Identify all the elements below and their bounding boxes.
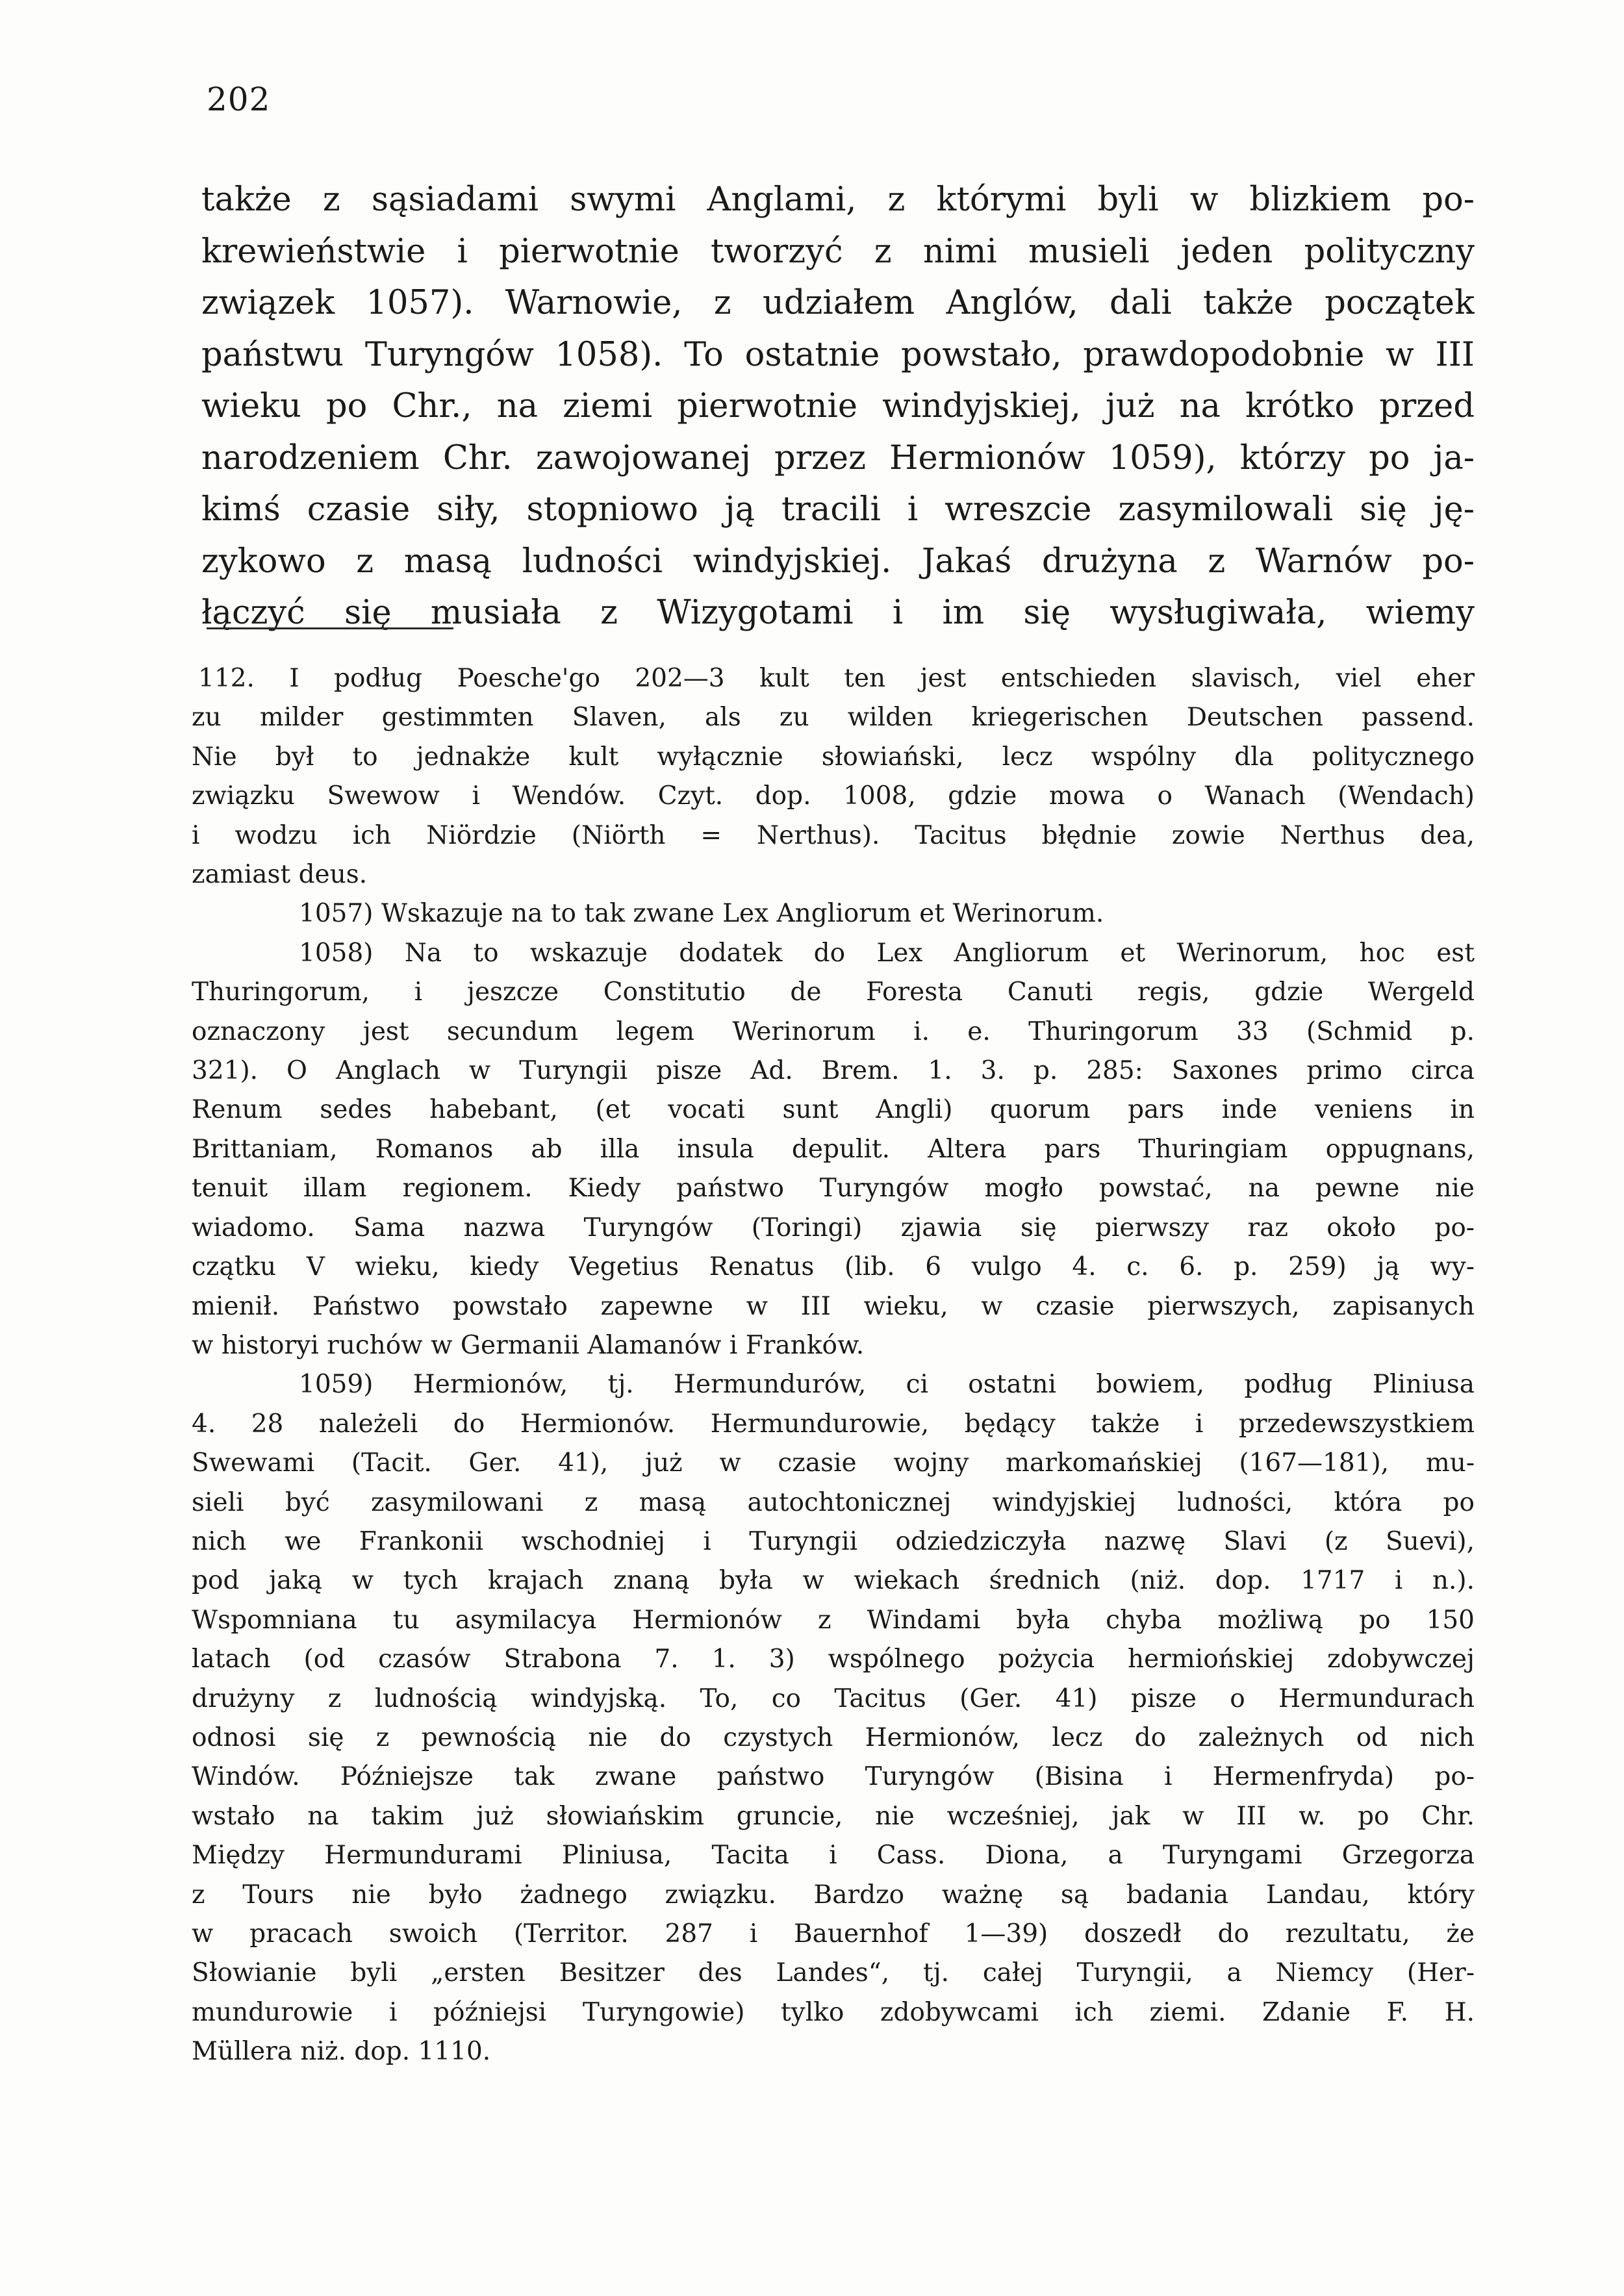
footnote-line: wstało na takim już słowiańskim gruncie, nie wcześniej, jak w III w. po Chr.: [192, 1801, 1475, 1831]
main-line: łączyć się musiała z Wizygotami i im się wysługiwała, wiemy: [201, 594, 1475, 632]
footnote-line: pod jaką w tych krajach znaną była w wiekach średnich (niż. dop. 1717 i n.).: [192, 1566, 1475, 1596]
main-line: narodzeniem Chr. zawojowanej przez Hermionów 1059), którzy po ja-: [201, 438, 1475, 477]
main-line: także z sąsiadami swymi Anglami, z którymi byli w blizkiem po-: [201, 181, 1475, 219]
footnote-line: oznaczony jest secundum legem Werinorum i. e. Thuringorum 33 (Schmid p.: [192, 1016, 1475, 1046]
footnotes: [192, 659, 1475, 2072]
footnote-line: Swewami (Tacit. Ger. 41), już w czasie wojny markomańskiej (167—181), mu-: [192, 1448, 1475, 1478]
footnote-line: Nie był to jednakże kult wyłącznie słowiański, lecz wspólny dla politycznego: [192, 742, 1475, 772]
footnote-line: drużyny z ludnością windyjską. To, co Tacitus (Ger. 41) pisze o Hermundurach: [192, 1684, 1475, 1713]
footnote-line: 1057) Wskazuje na to tak zwane Lex Angliorum et Werinorum.: [299, 899, 1104, 929]
footnote-line: w historyi ruchów w Germanii Alamanów i Franków.: [192, 1330, 865, 1360]
main-line: wieku po Chr., na ziemi pierwotnie windyjskiej, już na krótko przed: [201, 387, 1475, 425]
footnote-line: Müllera niż. dop. 1110.: [192, 2037, 491, 2067]
footnote-line: 4. 28 należeli do Hermionów. Hermundurowie, będący także i przedewszystkiem: [192, 1409, 1475, 1439]
footnote-line: mienił. Państwo powstało zapewne w III wieku, w czasie pierwszych, zapisanych: [192, 1291, 1475, 1321]
footnote-line: sieli być zasymilowani z masą autochtonicznej windyjskiej ludności, która po: [192, 1487, 1475, 1517]
footnote-line: 112. I podług Poesche'go 202—3 kult ten jest entschieden slavisch, viel eher: [198, 664, 1475, 693]
footnote-line: Między Hermundurami Pliniusa, Tacita i Cass. Diona, a Turyngami Grzegorza: [192, 1841, 1475, 1871]
footnote-line: mundurowie i późniejsi Turyngowie) tylko zdobywcami ich ziemi. Zdanie F. H.: [192, 1997, 1475, 2027]
main-line: kimś czasie siły, stopniowo ją tracili i wreszcie zasymilowali się ję-: [201, 490, 1475, 529]
footnote-line: zamiast deus.: [192, 860, 368, 890]
footnote-line: związku Swewow i Wendów. Czyt. dop. 1008, gdzie mowa o Wanach (Wendach): [192, 781, 1475, 811]
footnote-line: 321). O Anglach w Turyngii pisze Ad. Brem. 1. 3. p. 285: Saxones primo circa: [192, 1056, 1475, 1086]
footnote-line: z Tours nie było żadnego związku. Bardzo ważnę są badania Landau, który: [192, 1880, 1475, 1910]
footnote-divider: [207, 627, 453, 629]
footnote-line: w pracach swoich (Territor. 287 i Bauernhof 1—39) doszedł do rezultatu, że: [192, 1919, 1475, 1949]
footnote-line: Renum sedes habebant, (et vocati sunt Angli) quorum pars inde veniens in: [192, 1095, 1475, 1125]
footnote-line: Windów. Późniejsze tak zwane państwo Turyngów (Bisina i Hermenfryda) po-: [192, 1762, 1475, 1792]
main-line: związek 1057). Warnowie, z udziałem Anglów, dali także początek: [201, 284, 1475, 322]
footnote-line: 1058) Na to wskazuje dodatek do Lex Angliorum et Werinorum, hoc est: [299, 938, 1475, 968]
main-text: [201, 174, 1475, 639]
page-number: 202: [207, 81, 271, 118]
footnote-line: wiadomo. Sama nazwa Turyngów (Toringi) zjawia się pierwszy raz około po-: [192, 1213, 1475, 1243]
footnote-line: Thuringorum, i jeszcze Constitutio de Foresta Canuti regis, gdzie Wergeld: [192, 978, 1475, 1007]
footnote-line: tenuit illam regionem. Kiedy państwo Turyngów mogło powstać, na pewne nie: [192, 1174, 1475, 1204]
footnote-line: i wodzu ich Niördzie (Niörth = Nerthus). Tacitus błędnie zowie Nerthus dea,: [192, 820, 1475, 850]
footnote-line: 1059) Hermionów, tj. Hermundurów, ci ostatni bowiem, podług Pliniusa: [299, 1370, 1475, 1400]
footnote-line: nich we Frankonii wschodniej i Turyngii odziedziczyła nazwę Slavi (z Suevi),: [192, 1526, 1475, 1556]
main-line: zykowo z masą ludności windyjskiej. Jakaś drużyna z Warnów po-: [201, 542, 1475, 581]
main-line: państwu Turyngów 1058). To ostatnie powstało, prawdopodobnie w III: [201, 335, 1475, 374]
main-line: krewieństwie i pierwotnie tworzyć z nimi musieli jeden polityczny: [201, 232, 1475, 271]
footnote-line: czątku V wieku, kiedy Vegetius Renatus (lib. 6 vulgo 4. c. 6. p. 259) ją wy-: [192, 1252, 1475, 1282]
footnote-line: latach (od czasów Strabona 7. 1. 3) wspólnego pożycia hermiońskiej zdobywczej: [192, 1645, 1475, 1674]
footnote-line: Słowianie byli „ersten Besitzer des Landes“, tj. całej Turyngii, a Niemcy (Her-: [192, 1958, 1475, 1988]
footnote-line: Wspomniana tu asymilacya Hermionów z Windami była chyba możliwą po 150: [192, 1605, 1475, 1635]
footnote-line: odnosi się z pewnością nie do czystych Hermionów, lecz do zależnych od nich: [192, 1722, 1475, 1752]
footnote-line: zu milder gestimmten Slaven, als zu wilden kriegerischen Deutschen passend.: [192, 703, 1475, 733]
footnote-line: Brittaniam, Romanos ab illa insula depulit. Altera pars Thuringiam oppugnans,: [192, 1134, 1475, 1164]
